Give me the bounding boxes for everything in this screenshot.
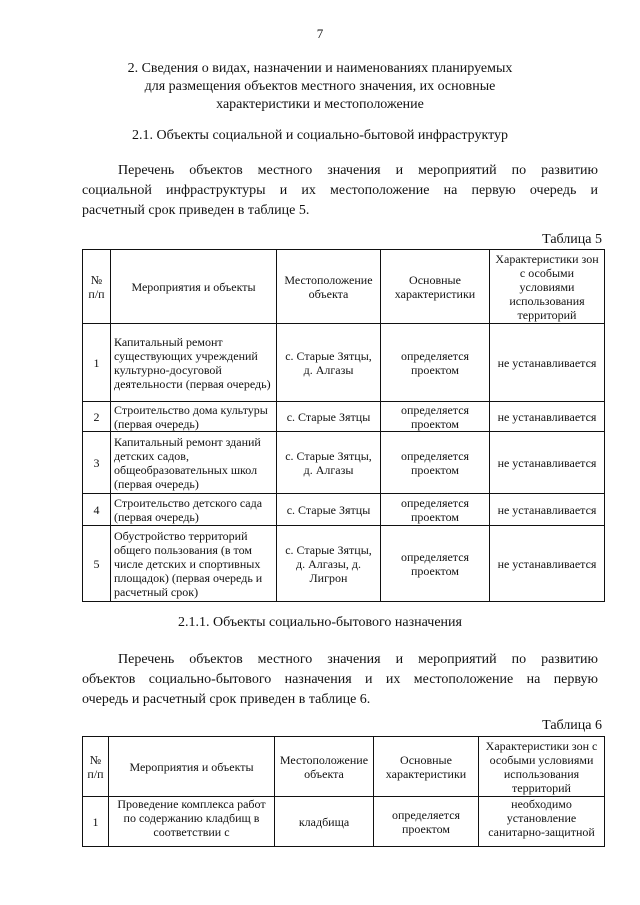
cell-num: 4 (83, 494, 111, 526)
cell-characteristics: определяется проектом (381, 402, 490, 432)
cell-num: 1 (83, 797, 109, 847)
cell-event: Проведение комплекса работ по содержанию кладбищ в соответствии с (109, 797, 275, 847)
header-event: Мероприятия и объекты (111, 250, 277, 324)
table-row (83, 526, 605, 602)
header-characteristics: Основные характеристики (381, 250, 490, 324)
cell-zones: не устанавливается (490, 432, 605, 494)
table-row (83, 494, 605, 526)
paragraph-line: Перечень объектов местного значения и мероприятий по развитию (118, 652, 598, 667)
table5-caption: Таблица 5 (542, 232, 602, 247)
section-2-title-line: для размещения объектов местного значения, их основные (144, 79, 496, 94)
header-num: № п/п (83, 737, 109, 797)
cell-characteristics: определяется проектом (381, 494, 490, 526)
paragraph-table6-intro (82, 650, 598, 710)
paragraph-line: объектов социально-бытового назначения и их местоположение на первую (82, 672, 598, 687)
cell-event: Строительство детского сада (первая очередь) (111, 494, 277, 526)
header-location: Местоположение объекта (277, 250, 381, 324)
header-location: Местоположение объекта (275, 737, 374, 797)
cell-event: Капитальный ремонт существующих учреждений культурно-досуговой деятельности (первая очередь) (111, 324, 277, 402)
table-row (83, 324, 605, 402)
section-2-title-line: 2. Сведения о видах, назначении и наименованиях планируемых (127, 61, 513, 76)
header-event: Мероприятия и объекты (109, 737, 275, 797)
cell-characteristics: определяется проектом (381, 432, 490, 494)
header-num: № п/п (83, 250, 111, 324)
header-zones: Характеристики зон с особыми условиями использования территорий (479, 737, 605, 797)
paragraph-table5-intro (82, 161, 598, 221)
cell-event: Обустройство территорий общего пользования (в том числе детских и спортивных площадок) (первая очередь и расчетный срок) (111, 526, 277, 602)
cell-location: кладбища (275, 797, 374, 847)
cell-zones: не устанавливается (490, 494, 605, 526)
cell-zones: не устанавливается (490, 526, 605, 602)
cell-event: Строительство дома культуры (первая очередь) (111, 402, 277, 432)
paragraph-line: расчетный срок приведен в таблице 5. (82, 203, 310, 218)
table-header-row (83, 737, 605, 797)
table-header-row (83, 250, 605, 324)
section-2-1-title: 2.1. Объекты социальной и социально-бытовой инфраструктур (131, 128, 509, 143)
section-2-title-line: характеристики и местоположение (216, 97, 424, 112)
cell-num: 2 (83, 402, 111, 432)
cell-num: 3 (83, 432, 111, 494)
cell-location: с. Старые Зятцы, д. Алгазы (277, 432, 381, 494)
cell-location: с. Старые Зятцы (277, 402, 381, 432)
table-row (83, 797, 605, 847)
table-row (83, 402, 605, 432)
cell-location: с. Старые Зятцы, д. Алгазы, д. Лигрон (277, 526, 381, 602)
section-2-title (0, 60, 640, 114)
page-bottom-margin (0, 848, 640, 905)
paragraph-line: социальной инфраструктуры и их местоположение на первую очередь и (82, 183, 598, 198)
cell-num: 1 (83, 324, 111, 402)
cell-zones: не устанавливается (490, 324, 605, 402)
cell-zones: не устанавливается (490, 402, 605, 432)
header-characteristics: Основные характеристики (374, 737, 479, 797)
table-5 (82, 249, 605, 602)
header-zones: Характеристики зон с особыми условиями использования территорий (490, 250, 605, 324)
cell-characteristics: определяется проектом (374, 797, 479, 847)
cell-zones: необходимо установление санитарно-защитной (479, 797, 605, 847)
paragraph-line: Перечень объектов местного значения и мероприятий по развитию (118, 163, 598, 178)
paragraph-line: очередь и расчетный срок приведен в таблице 6. (82, 692, 371, 707)
cell-num: 5 (83, 526, 111, 602)
cell-location: с. Старые Зятцы, д. Алгазы (277, 324, 381, 402)
page-number: 7 (316, 26, 324, 41)
cell-characteristics: определяется проектом (381, 526, 490, 602)
table-6 (82, 736, 605, 847)
cell-characteristics: определяется проектом (381, 324, 490, 402)
cell-event: Капитальный ремонт зданий детских садов, общеобразовательных школ (первая очередь) (111, 432, 277, 494)
section-2-1-1-title: 2.1.1. Объекты социально-бытового назначения (178, 615, 462, 630)
cell-location: с. Старые Зятцы (277, 494, 381, 526)
table-row (83, 432, 605, 494)
table6-caption: Таблица 6 (542, 718, 602, 733)
